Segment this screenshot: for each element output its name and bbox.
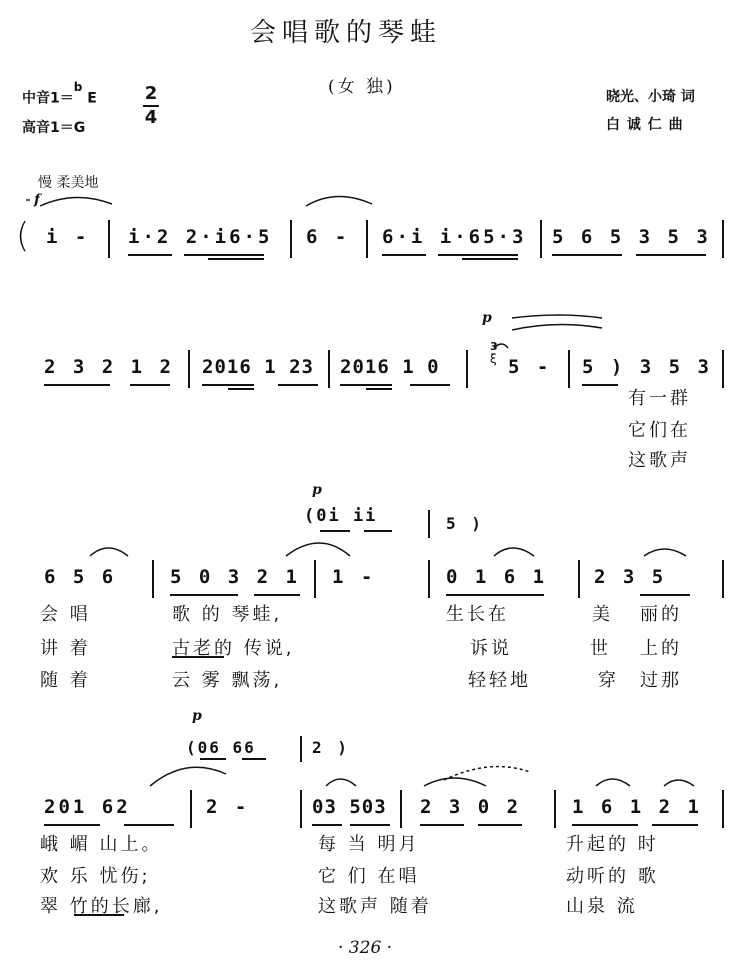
s3-v1-lyric-1: 会 唱 (40, 604, 91, 625)
cue-notes-1: (0i ii (304, 506, 378, 526)
tempo-marking: 慢 柔美地 (38, 175, 99, 191)
s2-measure-4: 5 - (508, 356, 552, 378)
performance-type: (女 独) (328, 77, 396, 97)
s1-measure-3: 6 - (306, 226, 350, 248)
s3-v1-lyric-3: 生长在 (446, 604, 509, 625)
cue-notes-1: (06 66 (186, 738, 256, 757)
dynamic-forte: f (34, 192, 41, 208)
s4-v1-lyric-1: 峨 嵋 山上。 (40, 834, 163, 855)
s3-measure-5: 2 3 5 (594, 566, 667, 588)
s4-v1-lyric-3: 升起的 时 (566, 834, 659, 855)
slur (150, 767, 226, 786)
s1-measure-5: 5 6 5 3 5 3 (552, 226, 711, 248)
key-mid-label: 中音1＝ (22, 90, 74, 107)
s3-measure-3: 1 - (332, 566, 376, 588)
slur (424, 778, 486, 786)
dynamic-piano: p (482, 310, 492, 326)
slur (286, 543, 350, 556)
grace-tie: ξ (490, 352, 497, 366)
slur (512, 324, 602, 330)
song-title: 会唱歌的琴蛙 (250, 18, 443, 48)
lyric-verse-1-pickup: 有一群 (628, 388, 691, 409)
s3-v1-lyric-5: 丽的 (640, 604, 682, 625)
slur (644, 549, 686, 556)
s3-v2-lyric-5: 上的 (640, 638, 682, 659)
slur (90, 548, 128, 556)
dynamic-piano: p (312, 482, 322, 498)
s3-v2-lyric-3: 诉说 (470, 638, 512, 659)
s3-v3-lyric-3: 轻轻地 (468, 670, 531, 691)
s4-v3-lyric-1: 翠 竹的长廊, (40, 896, 163, 917)
time-bottom: 4 (144, 107, 158, 128)
key-signature-high: 高音1＝G (22, 120, 86, 136)
s3-measure-2: 5 0 3 2 1 (170, 566, 300, 588)
s2-measure-5: 5 ) 3 5 3 (582, 356, 712, 378)
slur (40, 197, 112, 206)
s3-v3-lyric-4: 穿 (598, 670, 619, 691)
open-parenthesis: ( (16, 216, 30, 256)
slur (494, 548, 534, 556)
s3-measure-1: 6 5 6 (44, 566, 117, 588)
cue-notes-2: 5 ) (446, 514, 484, 533)
slur (326, 779, 356, 786)
time-top: 2 (144, 83, 158, 104)
lyric-verse-2-pickup: 它们在 (628, 420, 691, 441)
s3-v3-lyric-1: 随 着 (40, 670, 91, 691)
s3-v3-lyric-5: 过那 (640, 670, 682, 691)
s4-v1-lyric-2: 每 当 明月 (318, 834, 420, 855)
s4-v3-lyric-3: 山泉 流 (566, 896, 638, 917)
s4-measure-2: 2 - (206, 796, 250, 818)
s4-measure-4: 2 3 0 2 (420, 796, 522, 818)
composer: 白 诚 仁 曲 (606, 117, 684, 133)
s3-measure-4: 0 1 6 1 (446, 566, 548, 588)
s4-measure-5: 1 6 1 2 1 (572, 796, 702, 818)
slur (596, 779, 630, 786)
slur (494, 344, 508, 348)
s3-v2-lyric-4: 世 (590, 638, 611, 659)
s4-v2-lyric-1: 欢 乐 忧伤; (40, 866, 151, 887)
s4-measure-3: 03 503 (312, 796, 387, 818)
slur (512, 315, 602, 318)
s4-v2-lyric-2: 它 们 在唱 (318, 866, 420, 887)
s2-measure-3: 2016 1 0 (340, 356, 440, 378)
cue-notes-2: 2 ) (312, 738, 350, 757)
s2-measure-1: 2 3 2 1 2 (44, 356, 174, 378)
key-mid-note: E (87, 90, 97, 107)
slur (306, 196, 372, 206)
s3-v3-lyric-2: 云 雾 飘荡, (172, 670, 283, 691)
s1-measure-4: 6·i i·65·3 (382, 226, 527, 248)
s4-v2-lyric-3: 动听的 歌 (566, 866, 659, 887)
s3-v1-lyric-2: 歌 的 琴蛙, (172, 604, 283, 625)
lyric-verse-3-pickup: 这歌声 (628, 450, 691, 471)
s3-v2-lyric-2: 古老的 传说, (172, 638, 295, 659)
s1-measure-1: i - (46, 226, 90, 248)
page-number: · 326 · (338, 938, 393, 958)
flat-sign: b (73, 80, 83, 94)
s2-measure-2: 2016 1 23 (202, 356, 314, 378)
grace-note: 3 (490, 340, 498, 353)
s1-measure-2: i·2 2·i6·5 (128, 226, 273, 248)
slur (664, 780, 694, 786)
dynamic-piano: p (192, 708, 202, 724)
lyricist: 晓光、小琦 词 (606, 89, 695, 105)
s3-v1-lyric-4: 美 (592, 604, 613, 625)
s4-measure-1: 201 62 (44, 796, 131, 818)
s4-v3-lyric-2: 这歌声 随着 (318, 896, 432, 917)
s3-v2-lyric-1: 讲 着 (40, 638, 91, 659)
